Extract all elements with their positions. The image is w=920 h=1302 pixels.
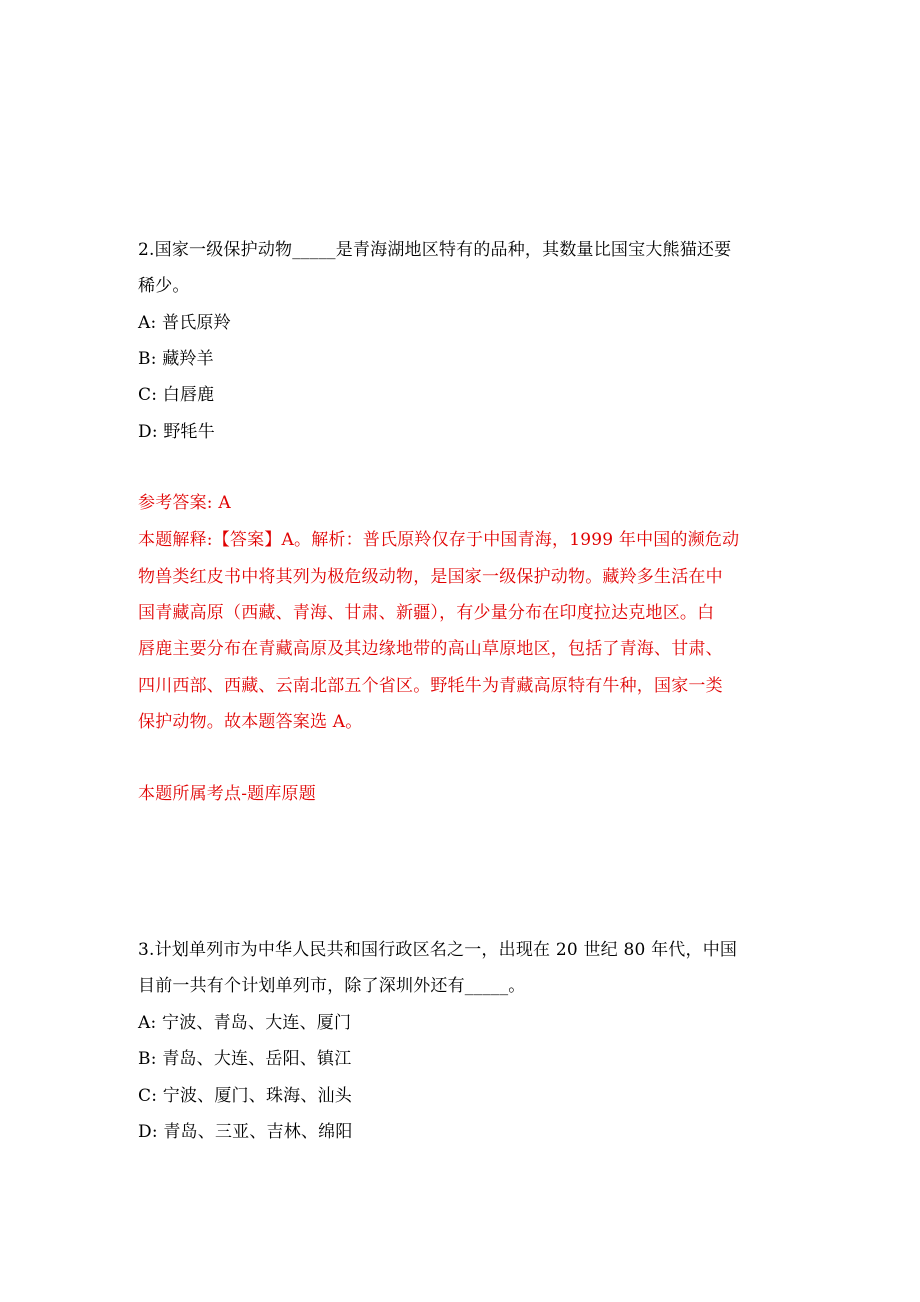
q2-explanation-line-5: 四川西部、西藏、云南北部五个省区。野牦牛为青藏高原特有牛种，国家一类 [138,676,723,696]
q2-option-a: A: 普氏原羚 [138,313,231,333]
q2-option-c: C: 白唇鹿 [138,385,215,405]
q2-explanation-line-3: 国青藏高原（西藏、青海、甘肃、新疆），有少量分布在印度拉达克地区。白 [138,603,715,623]
q2-explanation-line-4: 唇鹿主要分布在青藏高原及其边缘地带的高山草原地区，包括了青海、甘肃、 [138,639,723,659]
q3-option-c: C: 宁波、厦门、珠海、汕头 [138,1086,352,1106]
q3-option-d: D: 青岛、三亚、吉林、绵阳 [138,1122,353,1142]
q2-topic: 本题所属考点-题库原题 [138,784,316,804]
q2-stem-line-1: 2.国家一级保护动物_____是青海湖地区特有的品种，其数量比国宝大熊猫还要 [138,240,732,260]
q2-stem-line-2: 稀少。 [138,276,190,296]
q2-option-b: B: 藏羚羊 [138,349,214,369]
q2-explanation-line-2: 物兽类红皮书中将其列为极危级动物，是国家一级保护动物。藏羚多生活在中 [138,567,723,587]
q3-stem-line-1: 3.计划单列市为中华人民共和国行政区名之一，出现在 20 世纪 80 年代，中国 [138,940,738,960]
q2-explanation-line-1: 本题解释:【答案】A。解析：普氏原羚仅存于中国青海，1999 年中国的濒危动 [138,530,740,550]
q3-option-a: A: 宁波、青岛、大连、厦门 [138,1013,352,1033]
q3-option-b: B: 青岛、大连、岳阳、镇江 [138,1049,352,1069]
q2-option-d: D: 野牦牛 [138,422,215,442]
q2-explanation-line-6: 保护动物。故本题答案选 A。 [138,712,363,732]
q3-stem-line-2: 目前一共有个计划单列市，除了深圳外还有_____。 [138,976,526,996]
q2-answer: 参考答案: A [138,493,231,513]
